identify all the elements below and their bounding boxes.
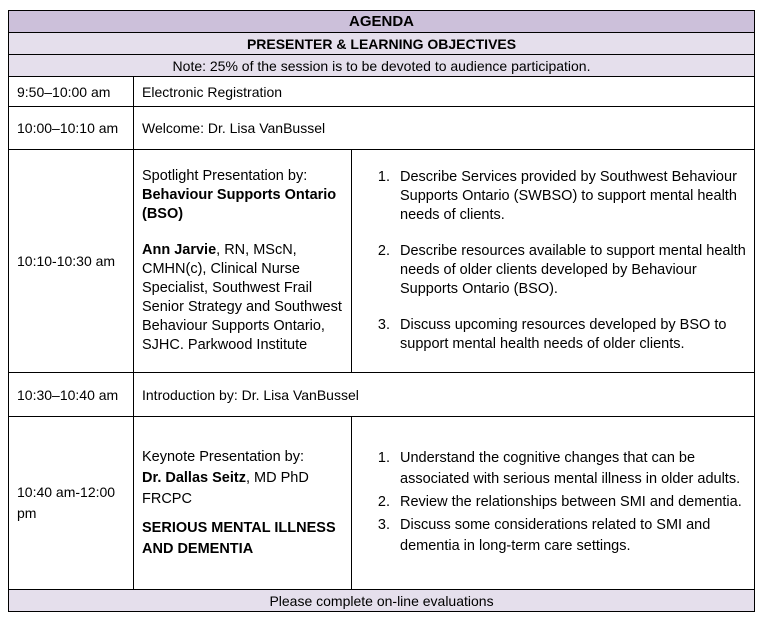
- event-cell: Welcome: Dr. Lisa VanBussel: [134, 107, 755, 150]
- time-cell: 10:10-10:30 am: [9, 150, 134, 373]
- objective-item: 1. Understand the cognitive changes that can be associated with serious mental illness in older adults.: [394, 448, 746, 490]
- table-row: [9, 417, 755, 590]
- table-row: [9, 77, 755, 107]
- agenda-title: AGENDA: [9, 11, 755, 33]
- event-cell: Electronic Registration: [134, 77, 755, 107]
- time-cell: 10:00–10:10 am: [9, 107, 134, 150]
- table-row: [9, 107, 755, 150]
- presenter-name: Ann Jarvie: [142, 242, 217, 258]
- presentation-intro: Keynote Presentation by:: [142, 448, 305, 465]
- table-row: [9, 150, 755, 373]
- objective-item: 2. Review the relationships between SMI and dementia.: [394, 492, 746, 513]
- objectives-cell: [352, 417, 755, 590]
- time-cell: 9:50–10:00 am: [9, 77, 134, 107]
- agenda-table: [8, 10, 755, 612]
- objective-item: 1. Describe Services provided by Southwest Behaviour Supports Ontario (SWBSO) to support mental health needs of clients.: [394, 168, 746, 225]
- objective-item: 3. Discuss some considerations related to SMI and dementia in long-term care settings.: [394, 515, 746, 557]
- presenter-credentials: , MD PhD FRCPC: [142, 469, 309, 507]
- presentation-topic: SERIOUS MENTAL ILLNESS AND DEMENTIA: [142, 519, 336, 557]
- presenter-name: Dr. Dallas Seitz: [142, 469, 246, 486]
- footer-note: Please complete on-line evaluations: [9, 590, 755, 612]
- presenter-credentials: , RN, MScN, CMHN(c), Clinical Nurse Specialist, Southwest Frail Senior Strategy and Southwest Behaviour Supports Ontario, SJHC. Parkwood Institute: [142, 242, 342, 353]
- objective-item: 3. Discuss upcoming resources developed by BSO to support mental health needs of older clients.: [394, 316, 746, 354]
- presenter-cell: [134, 150, 352, 373]
- presenter-org: Behaviour Supports Ontario (BSO): [142, 187, 337, 222]
- objective-item: 2. Describe resources available to support mental health needs of older clients developed by Behaviour Supports Ontario (BSO).: [394, 242, 746, 299]
- presentation-intro: Spotlight Presentation by:: [142, 168, 308, 184]
- time-cell: 10:40 am-12:00 pm: [9, 417, 134, 590]
- agenda-subtitle: PRESENTER & LEARNING OBJECTIVES: [9, 33, 755, 55]
- time-cell: 10:30–10:40 am: [9, 373, 134, 417]
- presenter-cell: [134, 417, 352, 590]
- table-row: [9, 373, 755, 417]
- objectives-cell: [352, 150, 755, 373]
- event-cell: Introduction by: Dr. Lisa VanBussel: [134, 373, 755, 417]
- agenda-note: Note: 25% of the session is to be devoted to audience participation.: [9, 55, 755, 77]
